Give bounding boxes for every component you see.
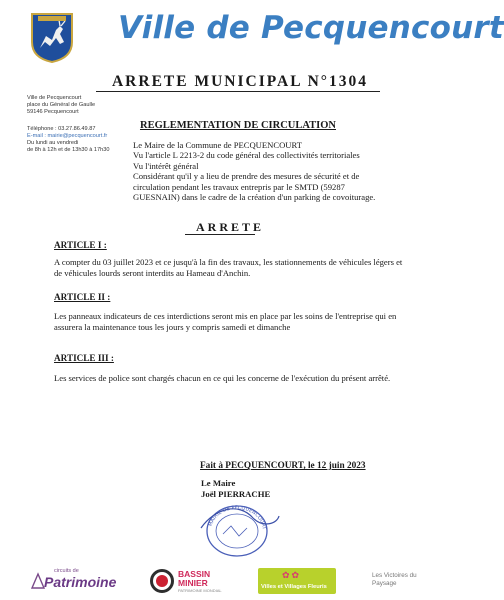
villes-villages-fleuris-logo <box>258 568 336 594</box>
considerant-line: Vu l'article L 2213-2 du code général des collectivités territoriales <box>133 150 360 161</box>
article-3-body: Les services de police sont chargés chacun en ce qui les concerne de l'exécution du présent arrêté. <box>54 373 391 383</box>
article-3-heading: ARTICLE III : <box>54 353 114 363</box>
logo1-small-text: circuits de <box>54 568 79 574</box>
arrete-heading: ARRETE <box>195 220 264 234</box>
sidebar-phone: Téléphone : 03.27.86.49.87 <box>27 126 96 132</box>
town-title: Ville de Pecquencourt <box>118 10 504 46</box>
considerant-line: Le Maire de la Commune de PECQUENCOURT <box>133 140 302 150</box>
considerant-line: Considérant qu'il y a lieu de prendre des mesures de sécurité et de circulation pendant les travaux entrepris par le SMTD (59287 GUESNAIN) dans le cadre de la création d'un parking de covoiturage. <box>133 171 376 203</box>
signature-role: Le Maire <box>201 478 236 488</box>
article-2-body: Les panneaux indicateurs de ces interdictions seront mis en place par les soins de l'entreprise qui en assurera la maintenance tous les jours y compris samedi et dimanche <box>54 311 397 333</box>
article-1-body: A compter du 03 juillet 2023 et ce jusqu'à la fin des travaux, les stationnements de véhicules légers et de véhicules lourds seront interdits au Hameau d'Anchin. <box>54 257 403 279</box>
logo3-text: Villes et Villages Fleuris <box>261 584 327 590</box>
signature-name: Joël PIERRACHE <box>201 489 271 499</box>
victoires-paysage-logo <box>372 566 432 594</box>
considerants <box>133 140 393 202</box>
bassin-minier-dot-icon <box>156 575 168 587</box>
article-2-heading: ARTICLE II : <box>54 292 111 302</box>
article-1-heading: ARTICLE I : <box>54 240 107 250</box>
logo4-text: Les Victoires du Paysage <box>372 572 417 587</box>
reglementation-title: REGLEMENTATION DE CIRCULATION <box>139 120 337 131</box>
circuits-patrimoine-logo <box>30 568 117 594</box>
title-underline <box>96 91 380 92</box>
sidebar-hours-2: de 8h à 12h et de 13h30 à 17h30 <box>27 147 110 153</box>
logo2-line3: PATRIMOINE MONDIAL <box>178 588 222 593</box>
sidebar-city: 59146 Pecquencourt <box>27 109 79 115</box>
signature-block <box>201 478 361 500</box>
town-crest <box>30 12 74 64</box>
stamp-text: MAIRIE DE PECQUENCOURT <box>207 504 267 530</box>
fait-a: Fait à PECQUENCOURT, le 12 juin 2023 <box>200 461 366 471</box>
sidebar-street: place du Général de Gaulle <box>27 102 96 108</box>
sidebar-hours-1: Du lundi au vendredi <box>27 140 79 146</box>
sidebar-name: Ville de Pecquencourt <box>27 95 82 101</box>
logo2-line2: MINIER <box>178 578 208 588</box>
arrete-title: ARRETE MUNICIPAL N°1304 <box>111 73 368 90</box>
bassin-minier-logo <box>150 567 230 595</box>
arrete-heading-underline <box>185 234 255 235</box>
mayor-stamp <box>193 498 281 560</box>
logo1-big-text: Patrimoine <box>44 574 117 590</box>
flowers-icon: ✿✿ <box>282 570 302 580</box>
considerant-line: Vu l'intérêt général <box>133 160 199 171</box>
sidebar-email[interactable]: E-mail : mairie@pecquencourt.fr <box>27 133 108 139</box>
logo2-line1: BASSIN <box>178 569 211 579</box>
